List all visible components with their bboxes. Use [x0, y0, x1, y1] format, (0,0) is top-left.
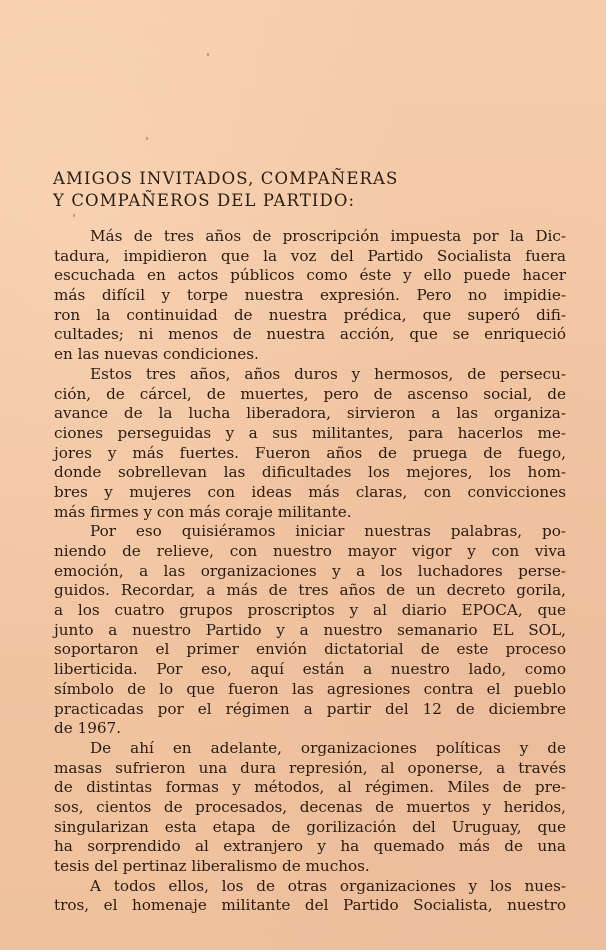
- text-line: emoción, a las organizaciones y a los luchadores perse-: [54, 561, 566, 580]
- text-line: singularizan esta etapa de gorilización del Uruguay, que: [54, 817, 566, 836]
- text-line: más difícil y torpe nuestra expresión. Pero no impidie-: [54, 286, 566, 305]
- paragraph: [54, 365, 566, 523]
- text-line: escuchada en actos públicos como éste y ello puede hacer: [54, 266, 566, 285]
- text-line: ciones perseguidas y a sus militantes, para hacerlos me-: [54, 423, 566, 442]
- text-line: Estos tres años, años duros y hermosos, de persecu-: [90, 364, 566, 383]
- salutation-heading: [53, 168, 553, 212]
- text-line: ha sorprendido al extranjero y ha quemado más de una: [54, 837, 566, 856]
- text-line: tadura, impidieron que la voz del Partido Socialista fuera: [54, 246, 566, 265]
- text-line: ción, de cárcel, de muertes, pero de ascenso social, de: [54, 384, 566, 403]
- text-line: más firmes y con más coraje militante.: [54, 502, 352, 521]
- text-line: practicadas por el régimen a partir del 12 de diciembre: [54, 699, 566, 718]
- paragraph: [54, 877, 566, 916]
- text-line: a los cuatro grupos proscriptos y al diario EPOCA, que: [54, 601, 566, 620]
- text-line: liberticida. Por eso, aquí están a nuestro lado, como: [54, 660, 566, 679]
- paragraph: [54, 227, 566, 365]
- text-line: soportaron el primer envión dictatorial de este proceso: [54, 640, 566, 659]
- text-line: A todos ellos, los de otras organizaciones y los nues-: [90, 876, 566, 895]
- paper-speck: [146, 137, 148, 140]
- text-line: tesis del pertinaz liberalismo de muchos.: [54, 857, 370, 875]
- text-line: jores y más fuertes. Fueron años de pruega de fuego,: [54, 443, 566, 462]
- paper-speck: [73, 214, 75, 217]
- text-line: avance de la lucha liberadora, sirvieron a las organiza-: [54, 404, 566, 423]
- heading-line: Y COMPAÑEROS DEL PARTIDO:: [53, 191, 356, 210]
- text-line: en las nuevas condiciones.: [54, 345, 259, 364]
- heading-line: AMIGOS INVITADOS, COMPAÑERAS: [53, 169, 399, 188]
- speech-body: [54, 227, 566, 916]
- text-line: niendo de relieve, con nuestro mayor vigor y con viva: [54, 542, 566, 560]
- text-line: de 1967.: [54, 719, 122, 738]
- text-line: bres y mujeres con ideas más claras, con convicciones: [54, 482, 566, 501]
- text-line: junto a nuestro Partido y a nuestro semanario EL SOL,: [54, 620, 566, 639]
- text-line: masas sufrieron una dura represión, al oponerse, a través: [54, 758, 566, 777]
- paragraph: [54, 739, 566, 877]
- text-line: cultades; ni menos de nuestra acción, que se enriqueció: [54, 325, 566, 344]
- text-line: Por eso quisiéramos iniciar nuestras palabras, po-: [90, 522, 566, 541]
- text-line: Más de tres años de proscripción impuesta por la Dic-: [90, 227, 566, 245]
- text-line: símbolo de lo que fueron las agresiones contra el pueblo: [54, 679, 566, 698]
- text-line: donde sobrellevan las dificultades los mejores, los hom-: [54, 463, 566, 482]
- text-line: sos, cientos de procesados, decenas de muertos y heridos,: [54, 797, 566, 816]
- paragraph: [54, 522, 566, 739]
- text-line: tros, el homenaje militante del Partido Socialista, nuestro: [54, 896, 566, 915]
- text-line: guidos. Recordar, a más de tres años de un decreto gorila,: [54, 581, 566, 600]
- text-line: De ahí en adelante, organizaciones políticas y de: [90, 738, 566, 757]
- paper-speck: [207, 53, 209, 56]
- text-line: ron la continuidad de nuestra prédica, que superó difi-: [54, 305, 566, 324]
- text-line: de distintas formas y métodos, al régimen. Miles de pre-: [54, 778, 566, 797]
